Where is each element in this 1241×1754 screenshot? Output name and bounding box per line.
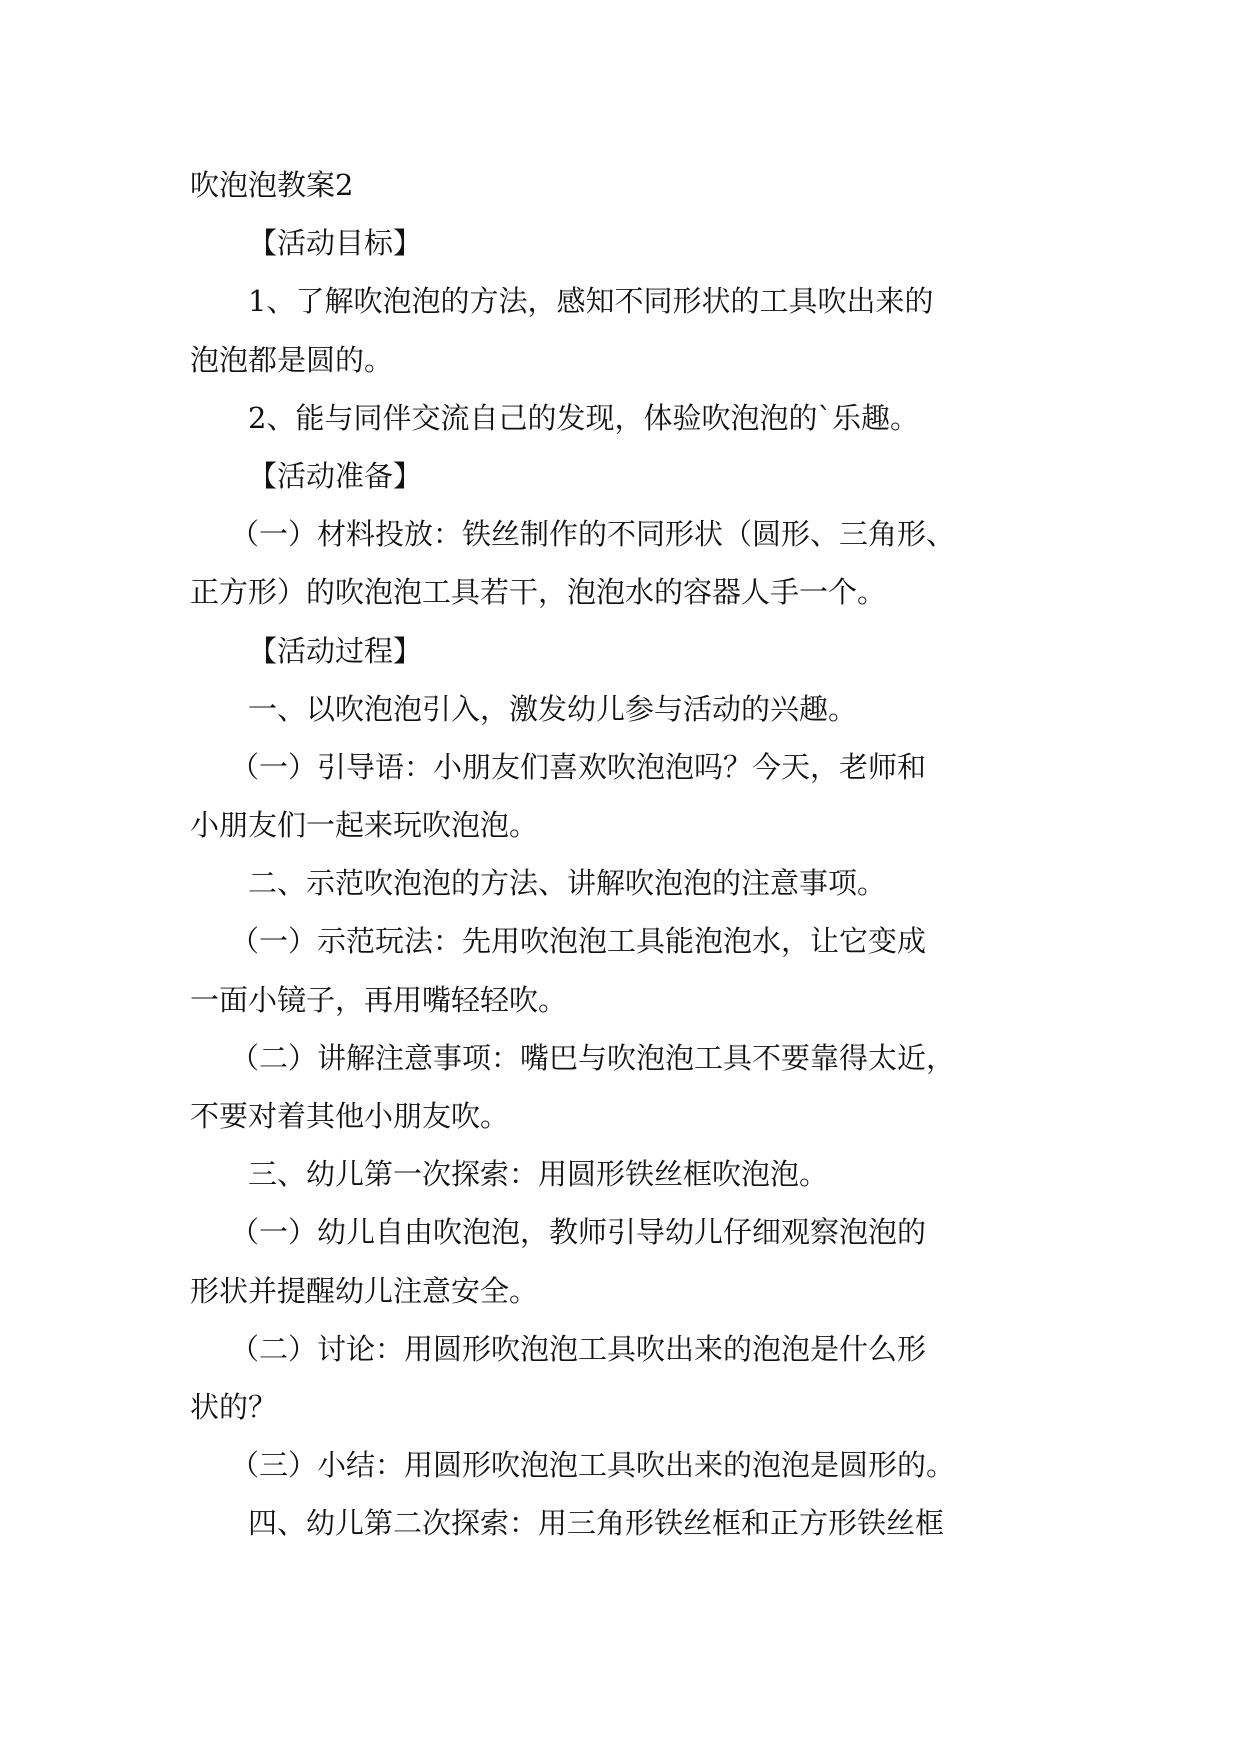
paragraph-line: （一）引导语：小朋友们喜欢吹泡泡吗？今天，老师和 — [230, 749, 927, 784]
document-body — [190, 156, 1052, 1553]
paragraph-line: （一）示范玩法：先用吹泡泡工具能泡泡水，让它变成 — [230, 924, 927, 959]
paragraph-line: 形状并提醒幼儿注意安全。 — [190, 1273, 539, 1308]
paragraph-line: 一面小镜子，再用嘴轻轻吹。 — [190, 982, 568, 1017]
paragraph-line: 一、以吹泡泡引入，激发幼儿参与活动的兴趣。 — [248, 691, 858, 726]
paragraph-line: 2、能与同伴交流自己的发现，体验吹泡泡的`乐趣。 — [248, 400, 919, 435]
paragraph-line: 不要对着其他小朋友吹。 — [190, 1099, 510, 1133]
paragraph-line: 泡泡都是圆的。 — [190, 342, 394, 377]
paragraph-line: 1、了解吹泡泡的方法，感知不同形状的工具吹出来的 — [248, 284, 934, 319]
paragraph-line: 三、幼儿第一次探索：用圆形铁丝框吹泡泡。 — [248, 1157, 829, 1192]
paragraph-line: （一）幼儿自由吹泡泡，教师引导幼儿仔细观察泡泡的 — [230, 1215, 927, 1250]
paragraph-line: 正方形）的吹泡泡工具若干，泡泡水的容器人手一个。 — [190, 575, 887, 610]
section-heading-process: 【活动过程】 — [248, 633, 423, 668]
paragraph-line: 状的？ — [190, 1389, 278, 1424]
section-heading-goals: 【活动目标】 — [248, 226, 423, 261]
paragraph-line: （二）讲解注意事项：嘴巴与吹泡泡工具不要靠得太近， — [230, 1040, 956, 1075]
paragraph-line: 四、幼儿第二次探索：用三角形铁丝框和正方形铁丝框 — [248, 1506, 945, 1541]
paragraph-line: （二）讨论：用圆形吹泡泡工具吹出来的泡泡是什么形 — [230, 1331, 927, 1366]
document-title: 吹泡泡教案2 — [190, 168, 354, 202]
section-heading-preparation: 【活动准备】 — [248, 458, 423, 493]
paragraph-line: 小朋友们一起来玩吹泡泡。 — [190, 808, 539, 843]
paragraph-line: 二、示范吹泡泡的方法、讲解吹泡泡的注意事项。 — [248, 866, 887, 901]
paragraph-line: （三）小结：用圆形吹泡泡工具吹出来的泡泡是圆形的。 — [230, 1448, 956, 1483]
paragraph-line: （一）材料投放：铁丝制作的不同形状（圆形、三角形、 — [230, 517, 956, 552]
